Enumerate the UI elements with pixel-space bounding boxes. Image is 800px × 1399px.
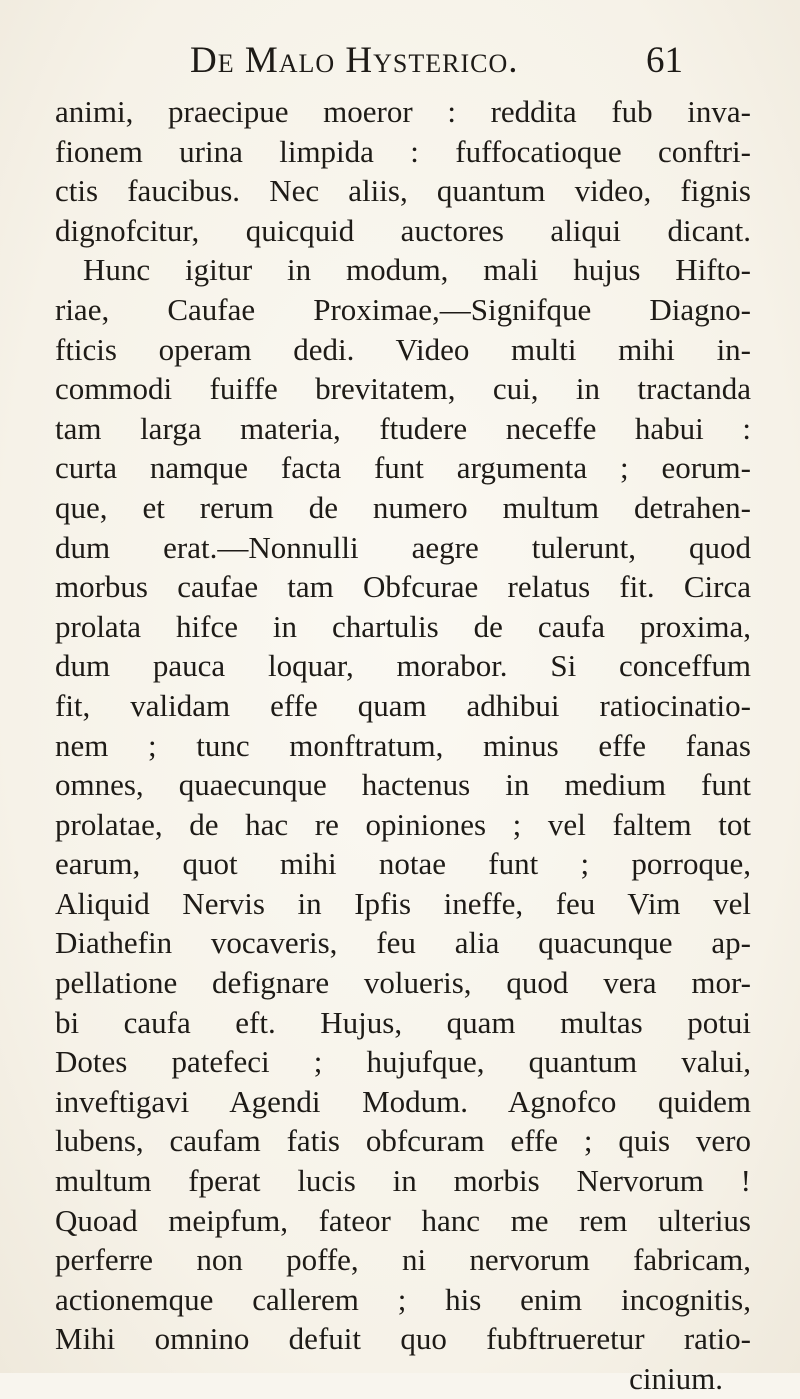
text-line: earum, quot mihi notae funt ; porroque, — [55, 846, 751, 882]
text-line: inveftigavi Agendi Modum. Agnofco quidem — [55, 1083, 751, 1119]
text-line: animi, praecipue moeror : reddita fub inva- — [55, 94, 751, 129]
text-line: curta namque facta funt argumenta ; eorum- — [55, 450, 751, 486]
text-line: ctis faucibus. Nec aliis, quantum video, fignis — [55, 173, 751, 209]
text-line: dum pauca loquar, morabor. Si conceffum — [55, 648, 751, 684]
text-line: Quoad meipfum, fateor hanc me rem ulterius — [55, 1202, 751, 1238]
text-line: Mihi omnino defuit quo fubftrueretur ratio- — [55, 1321, 751, 1357]
catchword-line: cinium. — [629, 1361, 723, 1396]
text-line: perferre non poffe, ni nervorum fabricam, — [55, 1242, 751, 1278]
text-line: prolata hifce in chartulis de caufa proxima, — [55, 608, 751, 644]
text-line: dignofcitur, quicquid auctores aliqui dicant. — [55, 212, 751, 248]
text-line: morbus caufae tam Obfcurae relatus fit. Circa — [55, 569, 751, 605]
page-number: 61 — [646, 40, 683, 81]
text-line: commodi fuiffe brevitatem, cui, in tractanda — [55, 371, 751, 407]
text-line: lubens, caufam fatis obfcuram effe ; quis vero — [55, 1123, 751, 1159]
running-head-title: De Malo Hysterico. — [190, 40, 519, 81]
text-line: multum fperat lucis in morbis Nervorum ! — [55, 1163, 751, 1199]
text-line: actionemque callerem ; his enim incognitis, — [55, 1281, 751, 1317]
text-line: omnes, quaecunque hactenus in medium funt — [55, 767, 751, 803]
paragraph-first-line: Hunc igitur in modum, mali hujus Hifto- — [83, 252, 751, 288]
body-text — [55, 92, 751, 1399]
text-line: riae, Caufae Proximae,—Signifque Diagno- — [55, 291, 751, 327]
text-line: bi caufa eft. Hujus, quam multas potui — [55, 1004, 751, 1040]
text-line: que, et rerum de numero multum detrahen- — [55, 489, 751, 525]
text-line: fionem urina limpida : fuffocatioque conftri- — [55, 133, 751, 169]
text-line: nem ; tunc monftratum, minus effe fanas — [55, 727, 751, 763]
running-head — [0, 36, 800, 86]
text-line: fit, validam effe quam adhibui ratiocinatio- — [55, 687, 751, 723]
text-line: pellatione defignare volueris, quod vera mor- — [55, 965, 751, 1001]
text-line: tam larga materia, ftudere neceffe habui : — [55, 410, 751, 446]
text-line: Aliquid Nervis in Ipfis ineffe, feu Vim vel — [55, 885, 751, 921]
text-line: dum erat.—Nonnulli aegre tulerunt, quod — [55, 529, 751, 565]
text-line: Diathefin vocaveris, feu alia quacunque ap- — [55, 925, 751, 961]
text-line: Dotes patefeci ; hujufque, quantum valui, — [55, 1044, 751, 1080]
text-line: fticis operam dedi. Video multi mihi in- — [55, 331, 751, 367]
text-line: prolatae, de hac re opiniones ; vel faltem tot — [55, 806, 751, 842]
